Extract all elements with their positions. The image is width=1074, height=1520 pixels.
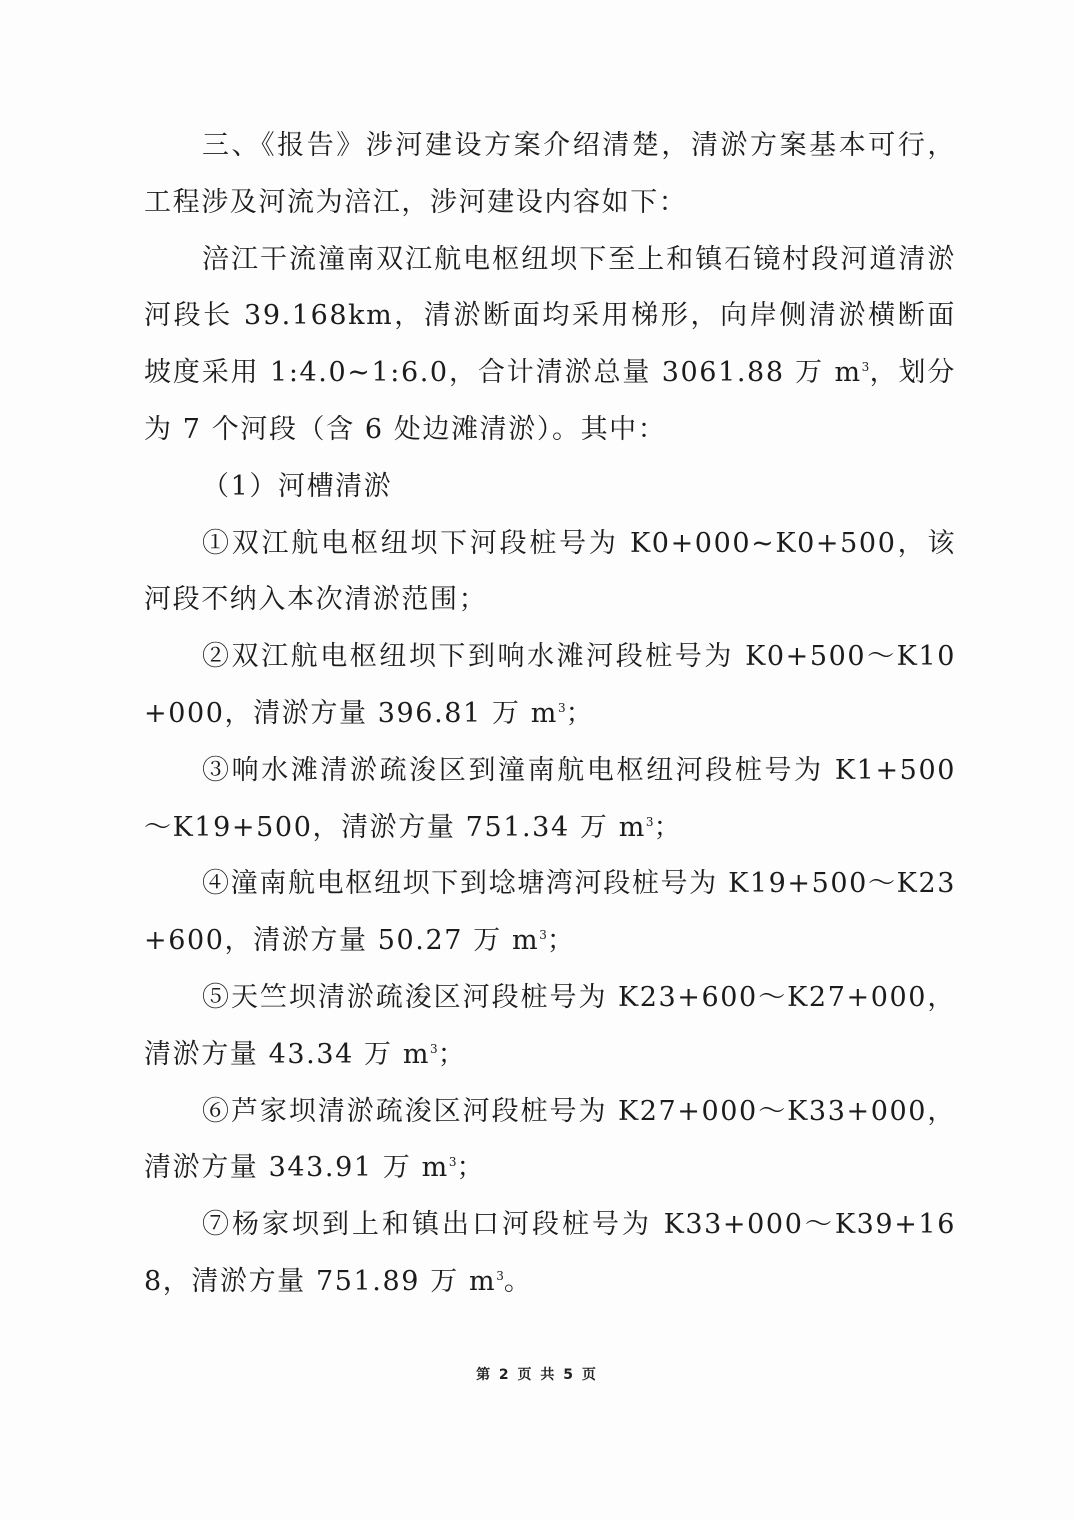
list-item <box>144 1197 956 1311</box>
superscript: 3 <box>557 700 566 715</box>
subheading-text: （1）河槽清淤 <box>202 470 393 502</box>
superscript: 3 <box>645 814 654 829</box>
list-item <box>144 970 956 1084</box>
superscript: 3 <box>448 1155 457 1170</box>
list-item-tail: ； <box>565 697 595 729</box>
document-body <box>144 118 956 1311</box>
list-item-text: ⑤天竺坝清淤疏浚区河段桩号为 K23+600～K27+000，清淤方量 43.34 万 m <box>144 981 956 1070</box>
paragraph-overview <box>144 232 956 459</box>
list-item-text: ④潼南航电枢纽坝下到埝塘湾河段桩号为 K19+500～K23+600，清淤方量 50.27 万 m <box>144 868 956 957</box>
list-item <box>144 1084 956 1198</box>
paragraph-tail: ，划分为 7 个河段（含 6 处边滩清淤）。其中： <box>144 357 956 445</box>
list-item-text: ③响水滩清淤疏浚区到潼南航电枢纽河段桩号为 K1+500～K19+500，清淤方量 751.34 万 m <box>144 754 956 843</box>
list-item-tail: ； <box>546 925 576 957</box>
list-item-text: ⑦杨家坝到上和镇出口河段桩号为 K33+000～K39+168，清淤方量 751.89 万 m <box>144 1209 956 1297</box>
paragraph-intro <box>144 118 956 232</box>
list-item-text: ⑥芦家坝清淤疏浚区河段桩号为 K27+000～K33+000，清淤方量 343.91 万 m <box>144 1095 956 1184</box>
list-item <box>144 856 956 970</box>
list-item-tail: ； <box>653 811 683 843</box>
list-item <box>144 516 956 630</box>
page-number-footer: 第 2 页 共 5 页 <box>476 1367 598 1383</box>
subheading-channel-dredging <box>144 459 956 516</box>
superscript: 3 <box>430 1041 438 1056</box>
paragraph-text: 三、《报告》涉河建设方案介绍清楚，清淤方案基本可行，工程涉及河流为涪江，涉河建设内容如下： <box>144 130 956 218</box>
superscript: 3 <box>496 1268 504 1283</box>
list-item <box>144 743 956 857</box>
list-item-text: ①双江航电枢纽坝下河段桩号为 K0+000~K0+500，该河段不纳入本次清淤范围； <box>144 527 956 616</box>
list-item <box>144 629 956 743</box>
superscript: 3 <box>861 360 870 375</box>
list-item-tail: ； <box>437 1038 467 1070</box>
paragraph-text: 涪江干流潼南双江航电枢纽坝下至上和镇石镜村段河道清淤河段长 39.168km，清淤断面均采用梯形，向岸侧清淤横断面坡度采用 1:4.0~1:6.0，合计清淤总量 3061.88 万 m <box>144 243 956 389</box>
list-item-text: ②双江航电枢纽坝下到响水滩河段桩号为 K0+500～K10+000，清淤方量 396.81 万 m <box>144 641 956 729</box>
list-item-tail: ； <box>456 1152 486 1184</box>
list-item-tail: 。 <box>503 1265 533 1297</box>
superscript: 3 <box>539 928 547 943</box>
